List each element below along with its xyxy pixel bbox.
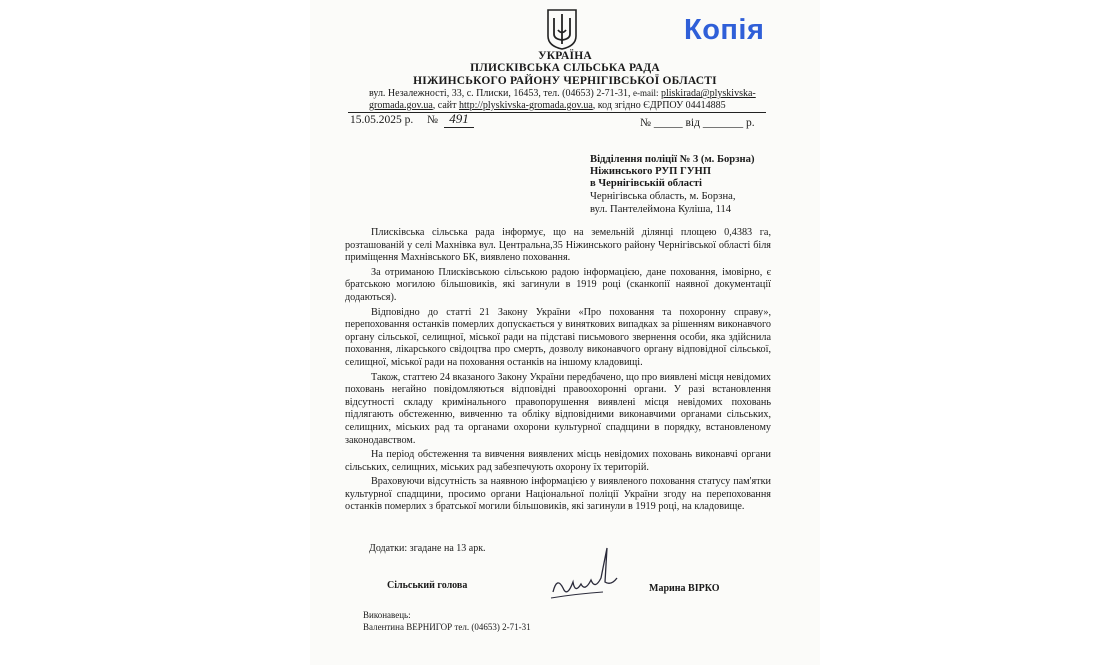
reg-number-sign: №: [427, 114, 438, 126]
paragraph-5: На період обстеження та вивчення виявлених місць невідомих поховань виконавчі органи сільських, селищних, міських рад забезпечують охорону їх територій.: [345, 449, 771, 473]
addressee-line5: вул. Пантелеймона Куліша, 114: [590, 204, 732, 215]
executor-contact: [363, 622, 531, 632]
addressee-line3: в Чернігівській області: [590, 178, 702, 189]
paragraph-1: Плисківська сільська рада інформує, що на земельній ділянці площею 0,4383 га, розташованій у селі Махнівка вул. Центральна,35 Ніжинського району Чернігівської області біля приміщення Махнівського БК, виявлено поховання.: [345, 227, 771, 264]
paragraph-3: Відповідно до статті 21 Закону України «Про поховання та похоронну справу», перепоховання останків померлих допускається у виняткових випадках за рішенням виконавчого органу сільської, селищної, міської ради на підставі письмового звернення особи, яка здійснила поховання, лікарського свідоцтва про смерть, дозволу виконавчого органу відповідної сільської, селищної, міської ради на поховання останків на іншому кладовищі.: [345, 306, 771, 368]
header-rule: [348, 112, 766, 113]
addressee-line2: Ніжинського РУП ГУНП: [590, 166, 711, 177]
header-address: [369, 88, 756, 99]
reg-number: 491: [444, 111, 474, 128]
header-district: НІЖИНСЬКОГО РАЙОНУ ЧЕРНІГІВСЬКОЇ ОБЛАСТІ: [413, 75, 717, 87]
site-link[interactable]: http://plyskivska-gromada.gov.ua: [459, 100, 593, 111]
copy-stamp: Копія: [684, 14, 765, 46]
executor-phone: тел. (04653) 2-71-31: [454, 622, 531, 632]
letter-body: [345, 227, 771, 516]
incoming-ref: № _____ від _______ р.: [640, 117, 755, 129]
email-link-end[interactable]: gromada.gov.ua: [369, 100, 433, 111]
email-link[interactable]: pliskirada@plyskivska-: [660, 88, 756, 99]
paragraph-2: За отриманою Плисківською сільською радою інформацією, дане поховання, імовірно, є братською могилою більшовиків, які загинули в 1919 році (сканкопії наявної документації додаються).: [345, 266, 771, 303]
addressee-line1: Відділення поліції № 3 (м. Борзна): [590, 154, 755, 165]
signer-name: Марина ВІРКО: [649, 583, 720, 594]
edrpou: , код згідно ЄДРПОУ 04414885: [592, 100, 726, 111]
paragraph-6: Враховуючи відсутність за наявною інформацією у виявленого поховання статусу пам'ятки культурної спадщини, просимо органи Національної поліції України згоду на перепоховання останків померлих з братської могили більшовиків, які загинули в 1919 році, на кладовище.: [345, 476, 771, 513]
addressee-line4: Чернігівська область, м. Борзна,: [590, 191, 736, 202]
email-label: e-mail:: [632, 88, 659, 98]
header-council: ПЛИСКІВСЬКА СІЛЬСЬКА РАДА: [470, 62, 660, 74]
header-site: [369, 100, 726, 111]
reg-date: 15.05.2025 р.: [350, 114, 414, 126]
signature: [545, 542, 625, 608]
address-line: вул. Незалежності, 33, с. Плиски, 16453, тел. (04653) 2-71-31,: [369, 88, 631, 99]
coat-of-arms-icon: [546, 8, 578, 50]
signer-position: Сільський голова: [387, 580, 468, 591]
executor-name: Валентина ВЕРНИГОР: [363, 622, 453, 632]
paragraph-4: Також, статтею 24 вказаного Закону України передбачено, що про виявлені місця невідомих поховань негайно повідомляються відповідні правоохоронні органи. У разі встановлення відсутності складу кримінального правопорушення виявлені місця невідомих поховань підлягають обстеженню, вивченню та обліку відповідними виконавчими органами сільських, селищних, міських рад та органами охорони культурної спадщини в порядку, встановленому законодавством.: [345, 371, 771, 446]
header-country: УКРАЇНА: [538, 50, 592, 62]
attachment-note: Додатки: згадане на 13 арк.: [369, 543, 486, 554]
site-label: , сайт: [432, 100, 457, 111]
executor-label: Виконавець:: [363, 610, 411, 620]
